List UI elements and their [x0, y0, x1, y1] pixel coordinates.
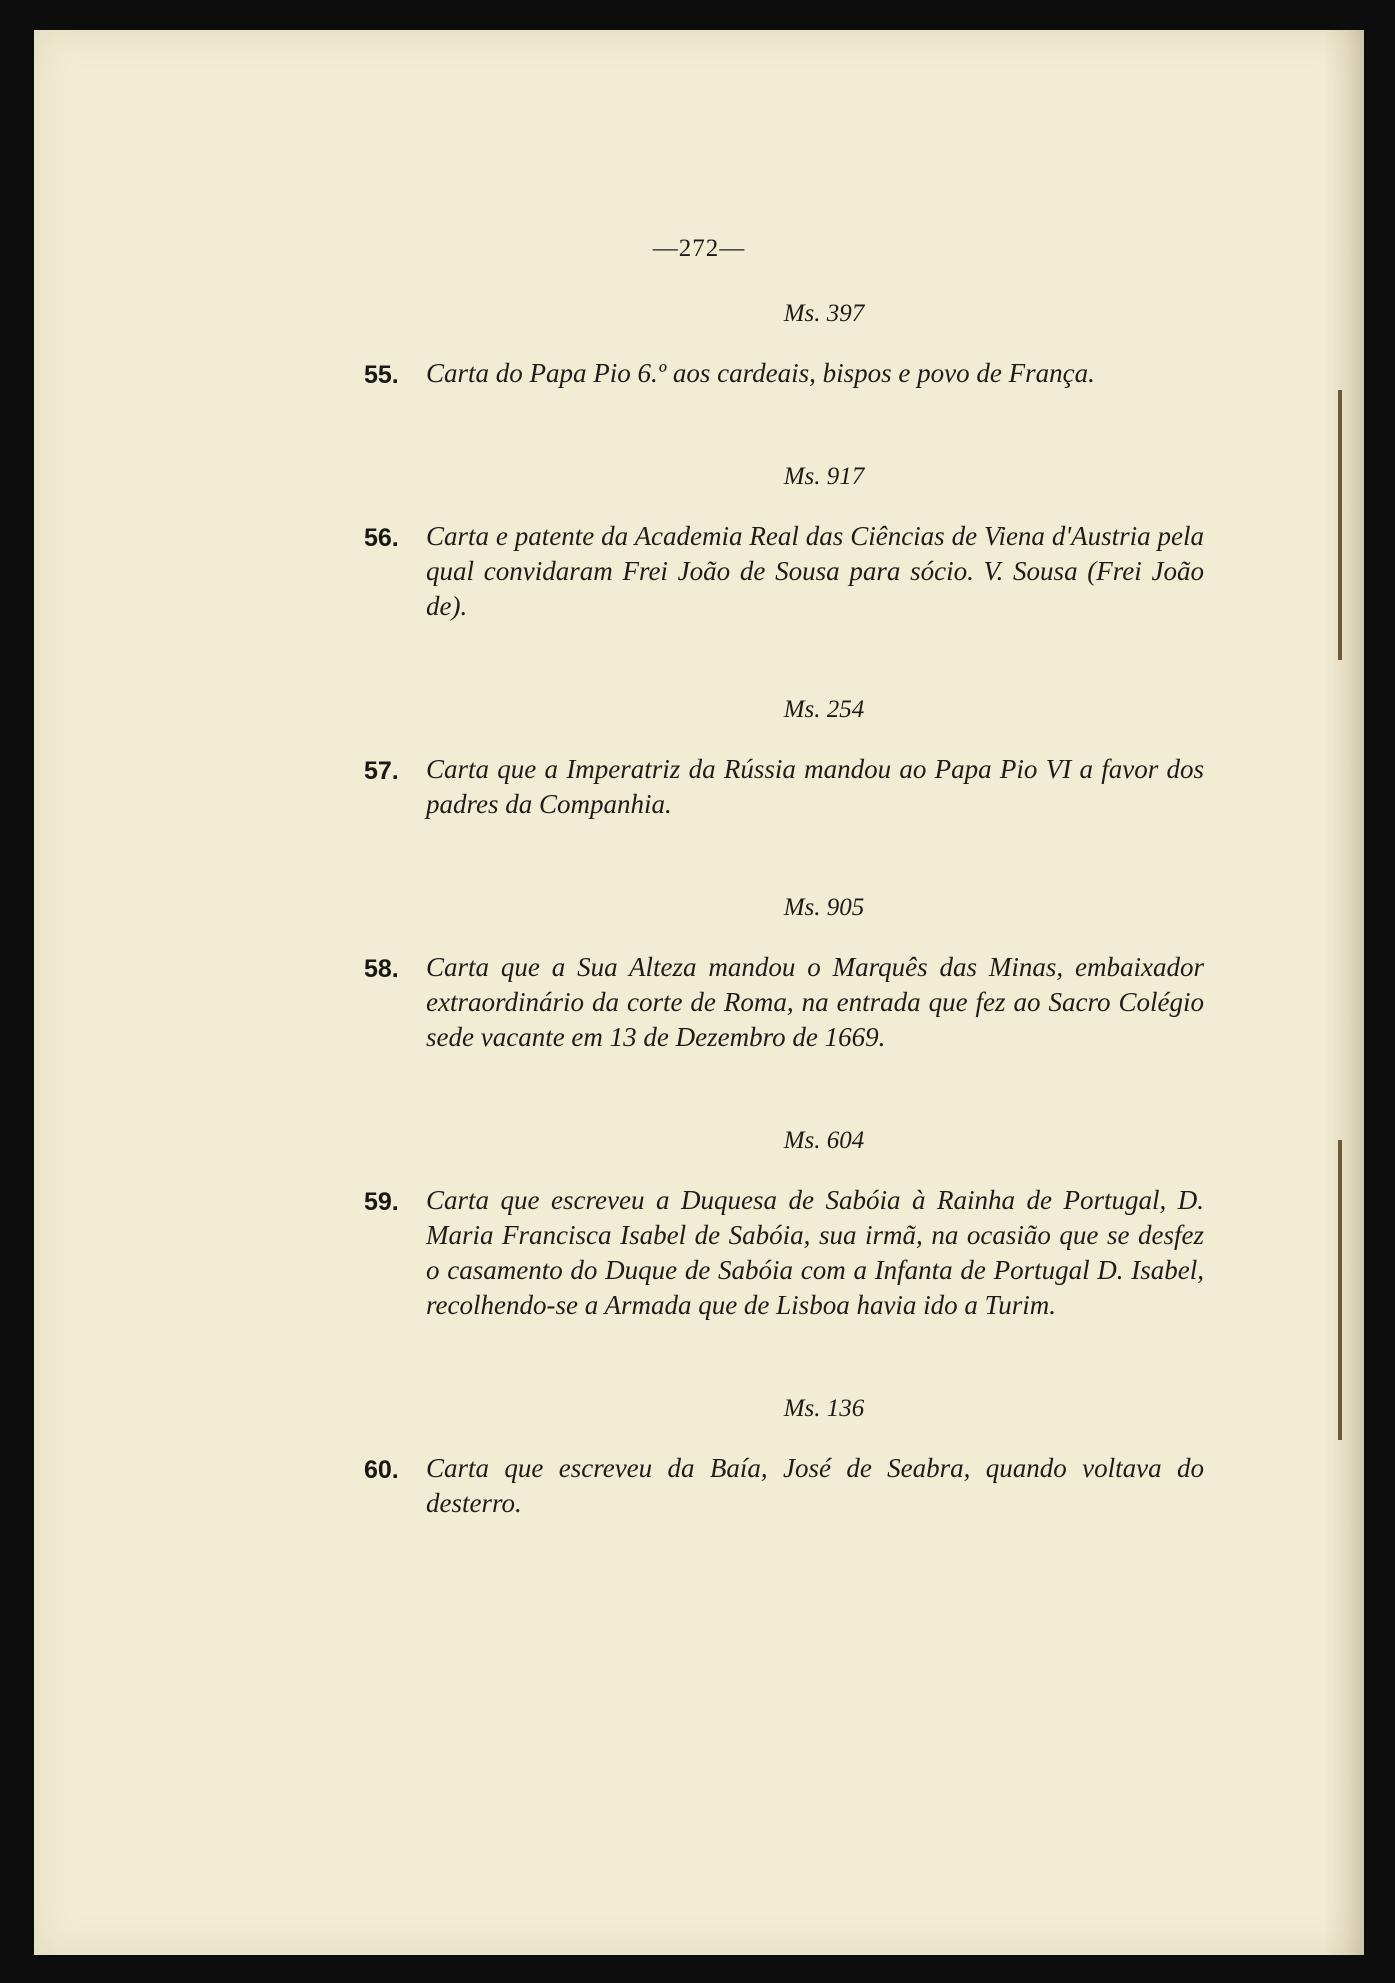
entry-text: Carta e patente da Academia Real das Ciências de Viena d'Austria pela qual convidaram Frei João de Sousa para sócio. V. Sousa (Frei João de).: [426, 521, 1204, 621]
catalog-entry: [364, 300, 1204, 391]
catalog-entry: [364, 1395, 1204, 1521]
entry-text: Carta que escreveu da Baía, José de Seabra, quando voltava do desterro.: [426, 1453, 1204, 1518]
entry-number: 57.: [364, 757, 399, 785]
document-page: [34, 30, 1364, 1955]
manuscript-heading: Ms. 397: [783, 300, 865, 327]
manuscript-heading: Ms. 604: [783, 1127, 865, 1154]
entry-body: [364, 356, 1204, 391]
manuscript-heading: Ms. 917: [783, 463, 865, 490]
entry-text: Carta que a Sua Alteza mandou o Marquês das Minas, embaixador extraordinário da corte de Roma, na entrada que fez ao Sacro Colégio sede vacante em 13 de Dezembro de 1669.: [426, 952, 1204, 1052]
entry-body: [364, 1183, 1204, 1323]
catalog-entries: [364, 300, 1204, 1593]
entry-body: [364, 950, 1204, 1055]
catalog-entry: [364, 696, 1204, 822]
entry-body: [364, 519, 1204, 624]
manuscript-heading: Ms. 905: [783, 894, 865, 921]
manuscript-heading: Ms. 136: [783, 1395, 865, 1422]
entry-body: [364, 1451, 1204, 1521]
entry-body: [364, 752, 1204, 822]
entry-text: Carta que escreveu a Duquesa de Sabóia à Rainha de Portugal, D. Maria Francisca Isabel de Sabóia, sua irmã, na ocasião que se desfez o casamento do Duque de Sabóia com a Infanta de Portugal D. Isabel, recolhendo-se a Armada que de Lisboa havia ido a Turim.: [426, 1185, 1204, 1320]
binding-mark-lower: [1338, 1140, 1342, 1440]
entry-number: 59.: [364, 1188, 399, 1216]
entry-number: 56.: [364, 524, 399, 552]
catalog-entry: [364, 1127, 1204, 1323]
page-edge-shadow: [1324, 30, 1364, 1955]
manuscript-heading: Ms. 254: [783, 696, 865, 723]
catalog-entry: [364, 463, 1204, 624]
entry-number: 60.: [364, 1456, 399, 1484]
catalog-entry: [364, 894, 1204, 1055]
entry-text: Carta do Papa Pio 6.º aos cardeais, bispos e povo de França.: [426, 358, 1095, 388]
entry-number: 55.: [364, 361, 399, 389]
page-number: —272—: [652, 235, 746, 262]
entry-number: 58.: [364, 955, 399, 983]
binding-mark-upper: [1338, 390, 1342, 660]
entry-text: Carta que a Imperatriz da Rússia mandou ao Papa Pio VI a favor dos padres da Companhia.: [426, 754, 1204, 819]
